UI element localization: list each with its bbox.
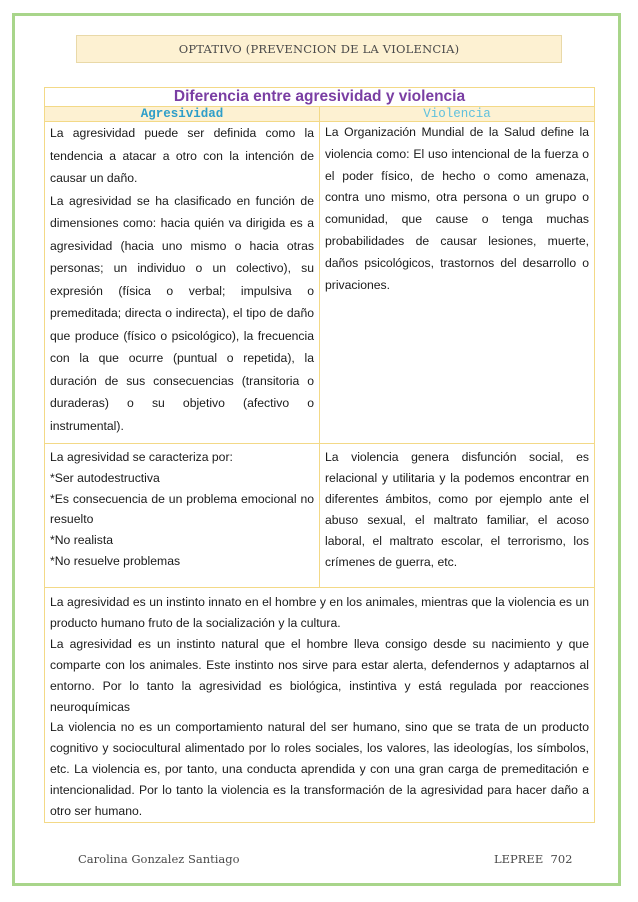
characteristics-violencia-cell — [320, 444, 595, 588]
paragraph: La agresividad se ha clasificado en función de dimensiones como: hacia quién va dirigida es a agresividad (hacia uno mismo o hacia otras personas; un individuo o un colectivo), su expresión (física o verbal; impulsiva o premeditada; directa o indirecta), el tipo de daño que produce (físico o psicológico), la frecuencia con la que ocurre (puntual o repetida), la duración de sus consecuencias (transitoria o duraderas) o su objetivo (afectivo o instrumental). — [50, 193, 314, 433]
footer-course: LEPREE 702 — [494, 852, 573, 866]
table-title: Diferencia entre agresividad y violencia — [45, 88, 595, 107]
characteristics-agresividad-cell — [45, 444, 320, 588]
list-item: *Es consecuencia de un problema emocional no resuelto — [50, 491, 314, 527]
conclusion-row — [45, 588, 595, 823]
list-item: *Ser autodestructiva — [50, 470, 160, 485]
paragraph: La violencia genera disfunción social, es relacional y utilitaria y la podemos encontrar en diferentes ámbitos, como por ejemplo ante el abuso sexual, el maltrato familiar, el acoso laboral, el maltrato escolar, el terrorismo, los crímenes de guerra, etc. — [325, 450, 589, 569]
definition-agresividad-cell — [45, 122, 320, 444]
column-header-agresividad: Agresividad — [45, 107, 320, 122]
document-header — [76, 35, 562, 63]
paragraph: La violencia no es un comportamiento natural del ser humano, sino que se trata de un producto cognitivo y sociocultural alimentado por lo roles sociales, los valores, las ideologías, los símbolos, etc. La violencia es, por tanto, una conducta aprendida y con una gran carga de premeditación e intencionalidad. Por lo tanto la violencia es la transformación de la agresividad para hacer daño a otro ser humano. — [50, 720, 589, 819]
characteristics-row — [45, 444, 595, 588]
paragraph: La agresividad es un instinto natural que el hombre lleva consigo desde su nacimiento y que comparte con los animales. Este instinto nos sirve para estar alerta, defendernos y adaptarnos al entorno. Por lo tanto la agresividad es biológica, instintiva y está regulada por reacciones neuroquímicas — [50, 636, 589, 714]
definition-row — [45, 122, 595, 444]
definition-violencia-cell — [320, 122, 595, 444]
header-title: OPTATIVO (PREVENCION DE LA VIOLENCIA) — [178, 42, 460, 56]
list-item: *No resuelve problemas — [50, 553, 181, 568]
paragraph: La agresividad es un instinto innato en el hombre y en los animales, mientras que la violencia es un producto humano fruto de la socialización y la cultura. — [50, 595, 589, 630]
comparison-table — [44, 87, 595, 823]
column-header-row — [45, 107, 595, 122]
list-item: *No realista — [50, 533, 113, 548]
table-title-row — [45, 88, 595, 107]
paragraph: La agresividad puede ser definida como la tendencia a atacar a otro con la intención de causar un daño. — [50, 126, 314, 185]
conclusion-cell — [45, 588, 595, 823]
paragraph: La Organización Mundial de la Salud define la violencia como: El uso intencional de la fuerza o el poder físico, de hecho o como amenaza, contra uno mismo, otra persona o un grupo o comunidad, que cause o tenga muchas probabilidades de causar lesiones, muerte, daños psicológicos, trastornos del desarrollo o privaciones. — [325, 125, 589, 292]
column-header-violencia: Violencia — [320, 107, 595, 122]
list-item: La agresividad se caracteriza por: — [50, 450, 233, 464]
footer-author: Carolina Gonzalez Santiago — [78, 852, 240, 866]
